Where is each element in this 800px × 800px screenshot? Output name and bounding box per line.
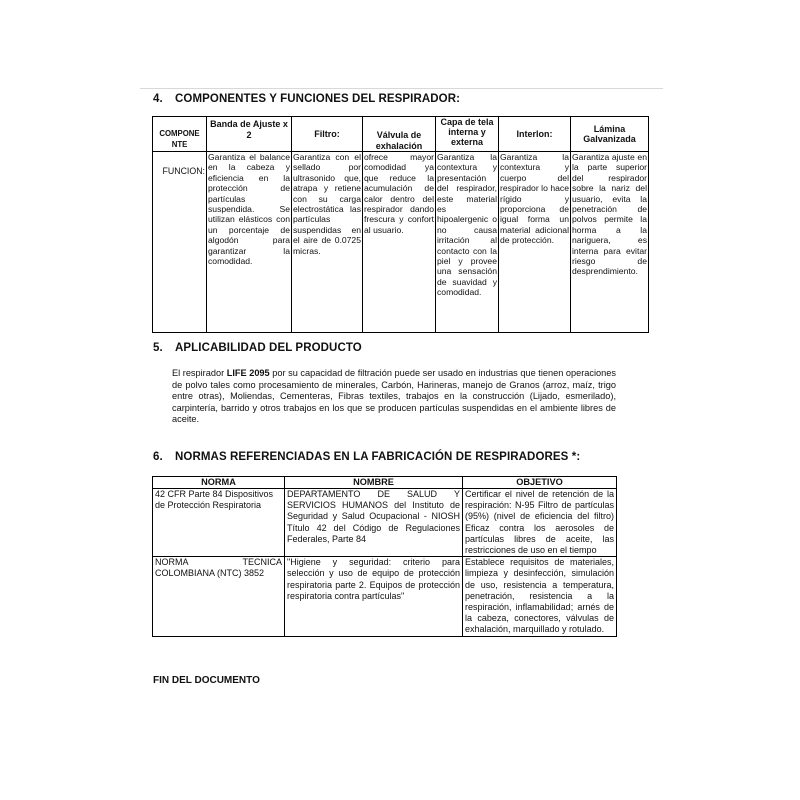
table-row <box>153 489 617 557</box>
standards-table <box>152 476 617 637</box>
nombre-cell: DEPARTAMENTO DE SALUD Y SERVICIOS HUMANOS del Instituto de Seguridad y Salud Ocupacional - NIOSH Título 42 del Código de Regulaciones Federales, Parte 84 <box>285 489 463 557</box>
component-header: Banda de Ajuste x 2 <box>207 117 292 152</box>
section-6-number: 6. <box>153 451 163 463</box>
function-cell: Garantiza con el sellado por ultrasonido que, atrapa y retiene con su carga electrostática las partículas suspendidas en el aire de 0.0725 micras. <box>292 152 363 333</box>
component-header: Lámina Galvanizada <box>571 117 649 152</box>
components-function-row <box>153 152 649 333</box>
column-header-nombre: NOMBRE <box>285 477 463 489</box>
components-header-row <box>153 117 649 152</box>
header-rule <box>140 88 663 89</box>
norma-cell: 42 CFR Parte 84 Dispositivos de Protección Respiratoria <box>153 489 285 557</box>
section-4-title: COMPONENTES Y FUNCIONES DEL RESPIRADOR: <box>175 93 461 105</box>
column-header-objetivo: OBJETIVO <box>463 477 617 489</box>
component-row-label: COMPONE NTE <box>153 117 207 152</box>
section-5-heading <box>153 342 362 354</box>
column-header-norma: NORMA <box>153 477 285 489</box>
function-cell: Garantiza ajuste en la parte superior del respirador sobre la nariz del usuario, evita la penetración de polvos permite la horma a la nariguera, es interna para evitar riesgo de desprendimiento. <box>571 152 649 333</box>
section-6-heading <box>153 451 580 463</box>
nombre-cell: "Higiene y seguridad: criterio para selección y uso de equipo de protección respiratoria parte 2. Equipos de protección respiratoria contra partículas" <box>285 557 463 636</box>
component-header: Capa de tela interna y externa <box>436 117 499 152</box>
component-header: Interlon: <box>499 117 571 152</box>
component-header: Filtro: <box>292 117 363 152</box>
function-cell: Garantiza el balance en la cabeza y eficiencia en la protección de partículas suspendida. Se utilizan elásticos con un porcentaje de algodón para garantizar la comodidad. <box>207 152 292 333</box>
section-5-title: APLICABILIDAD DEL PRODUCTO <box>175 342 362 354</box>
applicability-paragraph <box>172 368 616 426</box>
function-cell: Garantiza la contextura y cuerpo del respirador lo hace rígido y proporciona de igual forma un material adicional de protección. <box>499 152 571 333</box>
objetivo-cell: Certificar el nivel de retención de la respiración: N-95 Filtro de partículas (95%) (nivel de eficiencia del filtro) Eficaz contra los aerosoles de partículas libres de aceite, las restricciones de uso en el tiempo <box>463 489 617 557</box>
components-table <box>152 116 649 333</box>
product-name: LIFE 2095 <box>226 368 270 378</box>
section-4-heading <box>153 93 460 105</box>
section-4-number: 4. <box>153 93 163 105</box>
function-cell: ofrece mayor comodidad ya que reduce la acumulación de calor dentro del respirador dando frescura y confort al usuario. <box>363 152 436 333</box>
component-header: Válvula de exhalación <box>363 117 436 152</box>
function-row-label: FUNCION: <box>153 152 207 333</box>
table-row <box>153 557 617 636</box>
function-cell: Garantiza la contextura y presentación del respirador, este material es hipoalergenic o no causa irritación al contacto con la piel y provee una sensación de suavidad y comodidad. <box>436 152 499 333</box>
section-6-title: NORMAS REFERENCIADAS EN LA FABRICACIÓN DE RESPIRADORES *: <box>175 451 581 463</box>
paragraph-text: por su capacidad de filtración puede ser usado en industrias que tienen operaciones de polvo tales como procesamiento de minerales, Carbón, Harineras, manejo de Granos (arroz, maíz, trigo entre otras), Moliendas, Cementeras, Fibras textiles, trabajos en la construcción (Lijado, esmerilado), carpintería, barrido y otros trabajos en los que se producen partículas suspendidas en el ambiente libres de aceite. <box>172 368 616 425</box>
standards-header-row <box>153 477 617 489</box>
end-of-document: FIN DEL DOCUMENTO <box>153 675 260 686</box>
norma-cell: NORMA TECNICA COLOMBIANA (NTC) 3852 <box>153 557 285 636</box>
paragraph-text: El respirador <box>172 368 227 378</box>
objetivo-cell: Establece requisitos de materiales, limpieza y desinfección, simulación de uso, resistencia a temperatura, penetración, resistencia a la respiración, inflamabilidad; arnés de la cabeza, conectores, válvulas de exhalación, marquillado y rotulado. <box>463 557 617 636</box>
section-5-number: 5. <box>153 342 163 354</box>
